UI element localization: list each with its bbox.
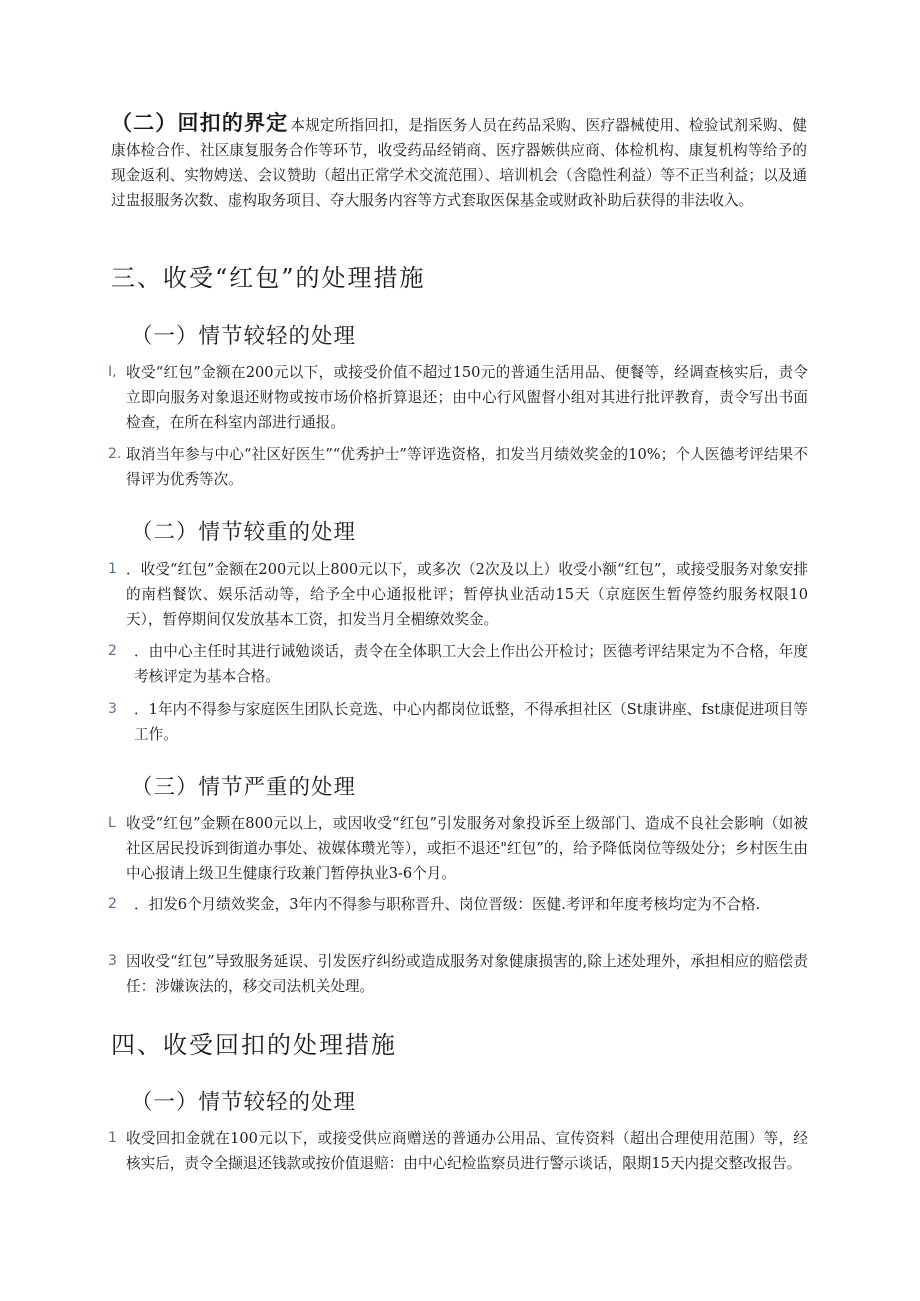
item-text: ．扣发6个月绩效奖金，3年内不得参与职称晋升、岗位晋级：医健.考评和年度考核均定为不合格. xyxy=(134,896,761,913)
list-item xyxy=(108,949,808,999)
intro-paragraph xyxy=(111,110,807,213)
section4-title: 四、收受回扣的处理措施 xyxy=(111,1031,397,1059)
list-item xyxy=(108,639,808,689)
item-text: ．由中心主任时其进行诫勉谈话，责令在全体职工大会上作出公开检讨；医德考评结果定为不合格，年度考核评定为基本合格。 xyxy=(134,643,808,685)
item-number: 2. xyxy=(108,446,122,462)
section3-sub2-title: （二）情节较重的处理 xyxy=(131,520,357,545)
section3-sub3-title: （三）情节严重的处理 xyxy=(131,775,357,800)
item-number: 1 xyxy=(108,1130,117,1146)
item-text: 取消当年参与中心“社区好医生”“优秀护士”等评选资格，扣发当月绩效奖金的10%；个人医德考评结果不得评为优秀等次。 xyxy=(126,446,808,488)
item-number: 1 xyxy=(108,561,117,577)
list-item xyxy=(108,892,808,917)
section4-sub1-title: （一）情节较轻的处理 xyxy=(131,1090,357,1115)
item-number: 2 xyxy=(108,896,117,912)
item-text: ．1年内不得参与家庭医生团队长竞选、中心内都岗位诋整，不得承担社区（St康讲座、fst康促进项目等工作。 xyxy=(134,701,808,743)
section3-sub1-title: （一）情节较轻的处理 xyxy=(131,324,357,349)
section3-title: 三、收受“红包”的处理措施 xyxy=(111,264,426,292)
item-number: I, xyxy=(108,364,117,380)
item-number: L xyxy=(108,815,116,831)
item-text: 收受“红包”金额在200元以下，或接受价值不超过150元的普通生活用品、便餐等，经调查核实后，责令立即向服务对象退还财物或按市场价格折算退还；由中心行风盥督小组对其进行批评教育，责令写出书面检查，在所在科室内部进行通报。 xyxy=(126,364,808,431)
item-text: ．收受“红包”金额在200元以上800元以下，或多次（2次及以上）收受小额“红包”，或接受服务对象安排的南档餐饮、娱乐活动等，给予全中心通报枇评；暂停执业活动15天（京庭医生暂停签约服务权限10天），暂停期间仅发放基本工资，扣发当月全楣缭效奖金。 xyxy=(126,561,808,628)
item-text: 因收受“红包”导致服务延误、引发医疗纠纷或造成服务对象健康损害的,除上述处理外，承担相应的赔偿责任：涉嫌诙法的，移交司法机关处理。 xyxy=(126,953,808,995)
list-item xyxy=(108,1126,808,1176)
intro-text: 本规定所指回扣，是指医务人员在药品采购、医疗器械使用、检验试剂采购、健康体检合作、社区康复服务合作等环节，收受药品经销商、医疗器嫉供应商、体检机构、康复机构等给予的现金返利、实物娉送、会议赞助（超出正常学术交流范围）、培训机会（含隐性利益）等不正当利益；以及通过盅报服务次数、虚构取务项目、夺大服务内容等方式套取医保基金或财政补助后获得的非法收入。 xyxy=(111,117,807,209)
item-text: 收受“红包”金颗在800元以上，或因收受“红包”引发服务对象投诉至上级部门、造成不良社会影响（如被社区居民投诉到街道办事处、祓媒体瓒光等），或拒不退还"红包”的，给予降低岗位等级处分；乡村医生由中心报请上级卫生健康行玫兼门暂停执业3-6个月。 xyxy=(126,815,808,882)
intro-lead-heading: （二）回扣的界定 xyxy=(111,110,289,135)
list-item xyxy=(108,557,808,632)
list-item xyxy=(108,360,808,435)
item-number: 2 xyxy=(108,643,117,659)
list-item xyxy=(108,811,808,886)
list-item xyxy=(108,697,808,747)
list-item xyxy=(108,442,808,492)
item-number: 3 xyxy=(108,953,117,969)
item-text: 收受回扣金就在100元以下，或接受供应商赠送的普通办公用品、宣传资料（超出合理使用范围）等，经核实后，责令全撷退还钱款或按价值退赔：由中心纪检监察员进行警示谈话，限期15天内提交整改报告。 xyxy=(126,1130,808,1172)
item-number: 3 xyxy=(108,701,117,717)
